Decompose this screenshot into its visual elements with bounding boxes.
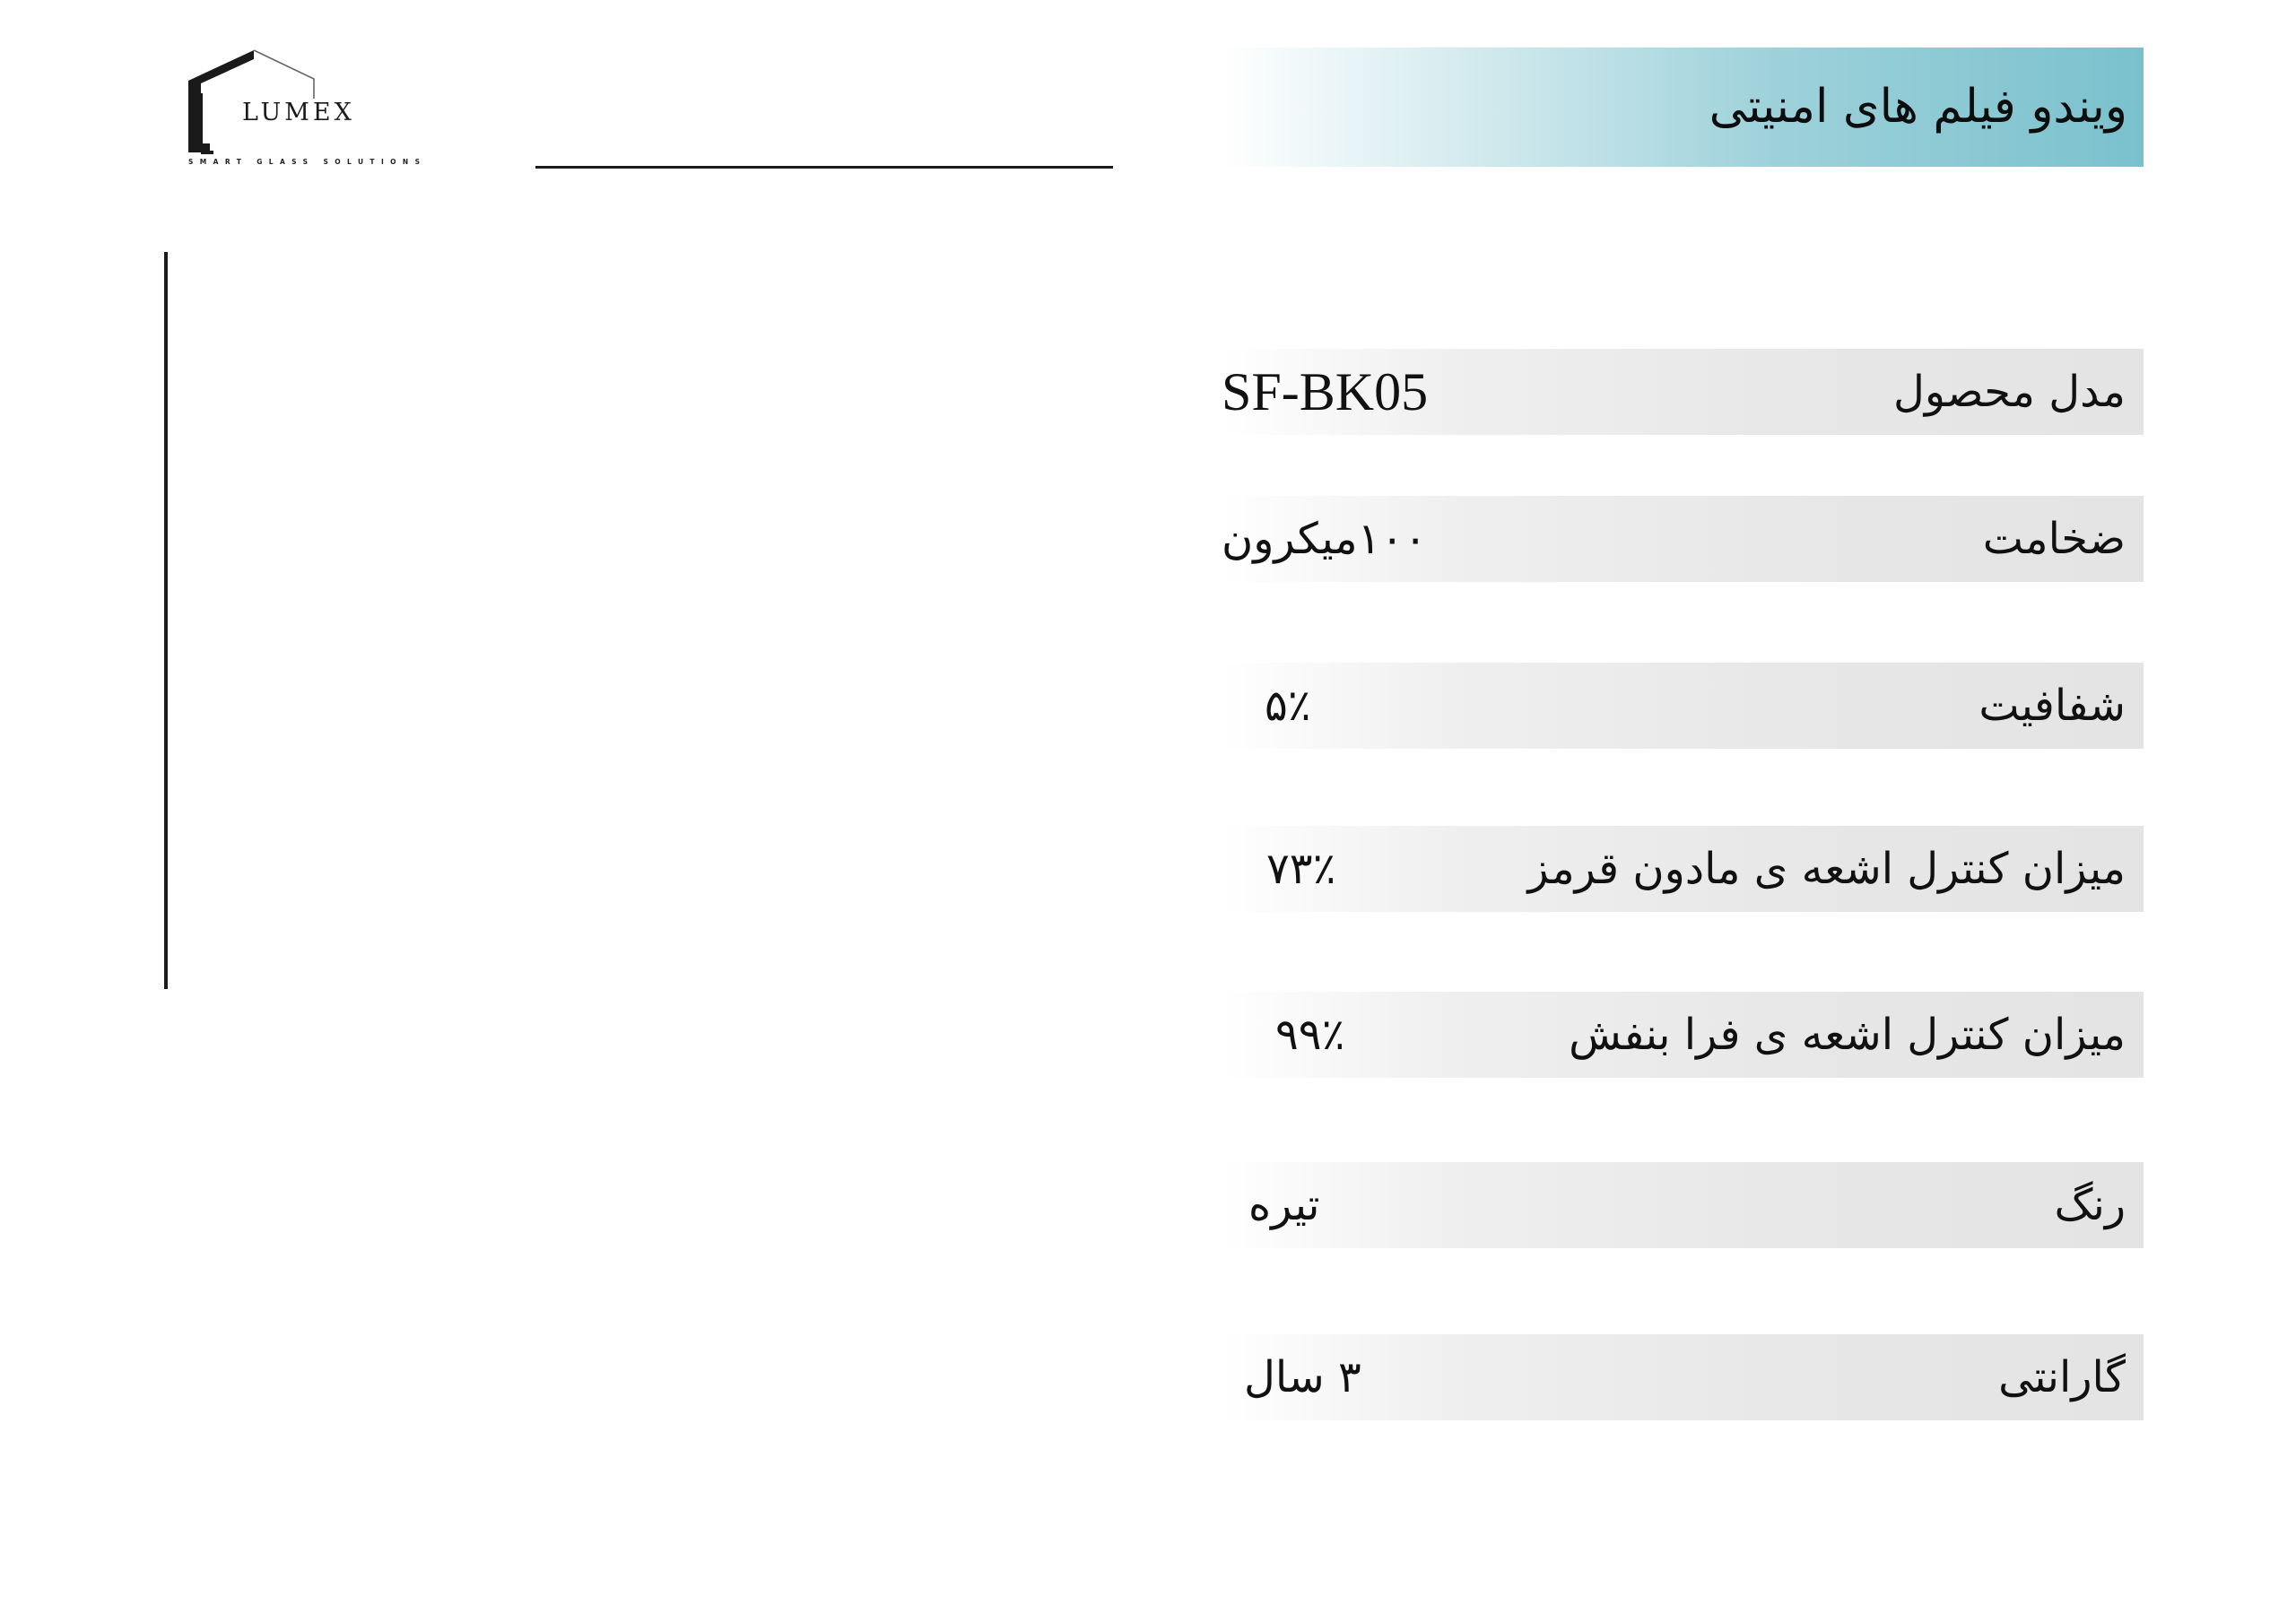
logo-wordmark: LUMEX (242, 99, 355, 126)
spec-row-model (1222, 349, 2144, 435)
spec-row-thickness (1222, 496, 2144, 582)
lumex-logo (187, 47, 447, 177)
spec-row-warranty (1222, 1334, 2144, 1420)
spec-value: SF-BK05 (1222, 362, 1429, 421)
spec-value: ۹۹٪ (1275, 1010, 1345, 1060)
page-title: ویندو فیلم های امنیتی (1709, 80, 2127, 134)
spec-row-transparency (1222, 663, 2144, 749)
spec-label: ضخامت (1982, 514, 2126, 564)
logo-tagline: SMART GLASS SOLUTIONS (188, 158, 427, 166)
spec-value: ۷۳٪ (1266, 844, 1336, 894)
spec-row-infrared (1222, 826, 2144, 912)
spec-label: گارانتی (1998, 1352, 2126, 1402)
spec-row-color (1222, 1162, 2144, 1248)
spec-label: رنگ (2054, 1180, 2126, 1230)
spec-value: ۳ سال (1244, 1352, 1361, 1402)
spec-value: ۱۰۰میکرون (1222, 514, 1427, 564)
header-divider (535, 166, 1113, 169)
spec-label: مدل محصول (1892, 367, 2126, 417)
title-banner (1222, 48, 2144, 167)
spec-row-ultraviolet (1222, 992, 2144, 1078)
spec-label: میزان کنترل اشعه ی فرا بنفش (1569, 1010, 2126, 1060)
spec-value: تیره (1248, 1180, 1320, 1230)
vertical-divider (164, 252, 168, 989)
spec-value: ۵٪ (1265, 681, 1311, 731)
spec-label: شفافیت (1979, 681, 2126, 731)
spec-label: میزان کنترل اشعه ی مادون قرمز (1527, 844, 2126, 894)
